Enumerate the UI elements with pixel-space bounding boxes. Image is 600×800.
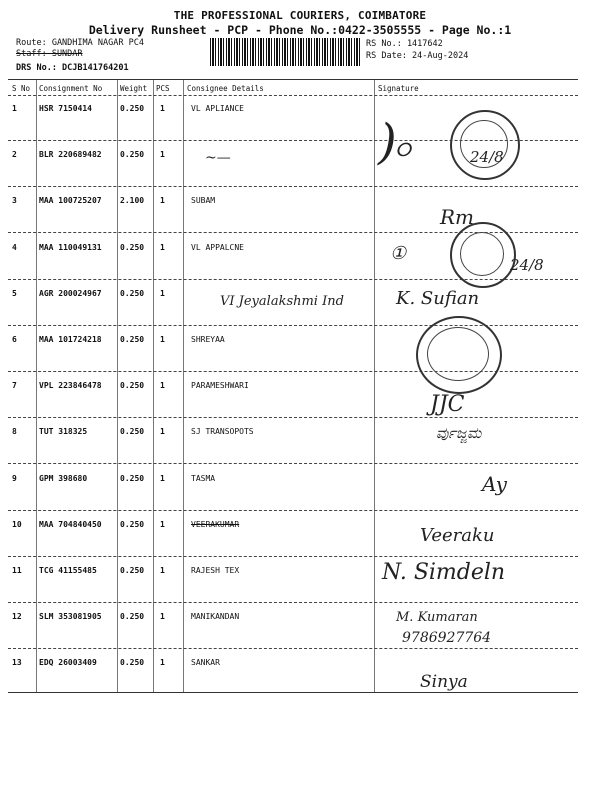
row-weight: 0.250 bbox=[120, 381, 145, 391]
row-weight: 0.250 bbox=[120, 473, 145, 483]
row-consignee: PARAMESHWARI bbox=[191, 381, 249, 391]
row-pcs: 1 bbox=[160, 566, 165, 575]
row-weight: 0.250 bbox=[120, 242, 145, 252]
row-pcs: 1 bbox=[160, 335, 165, 344]
row-sno: 12 bbox=[12, 612, 22, 622]
row-consignment: MAA 101724218 bbox=[39, 335, 102, 344]
row-consignment: AGR 200024967 bbox=[39, 288, 102, 298]
row13-signature: Sinya bbox=[420, 672, 468, 692]
row-weight: 0.250 bbox=[120, 427, 145, 437]
row-sno: 13 bbox=[12, 658, 22, 668]
row-consignee: RAJESH TEX bbox=[191, 566, 240, 575]
row-consignee: VL APLIANCE bbox=[191, 104, 244, 113]
row-divider bbox=[8, 186, 578, 187]
row-consignment: VPL 223846478 bbox=[39, 381, 102, 391]
row-pcs: 1 bbox=[160, 196, 165, 206]
row-weight: 2.100 bbox=[120, 196, 145, 206]
company-title: THE PROFESSIONAL COURIERS, COIMBATORE bbox=[173, 9, 427, 22]
col-pcs: PCS bbox=[156, 84, 170, 93]
row5-signature: K. Sufian bbox=[396, 288, 480, 309]
row-divider bbox=[8, 463, 578, 464]
col-signature: Signature bbox=[378, 84, 419, 93]
route-label: Route: GANDHIMA NAGAR PC4 bbox=[16, 38, 144, 48]
row-divider bbox=[8, 648, 578, 649]
row-pcs: 1 bbox=[160, 104, 165, 113]
row-consignee: MANIKANDAN bbox=[191, 612, 240, 622]
row-sno: 6 bbox=[12, 335, 17, 344]
col-sno: S No bbox=[12, 84, 31, 93]
row-weight: 0.250 bbox=[120, 288, 145, 298]
row-sno: 4 bbox=[12, 242, 17, 252]
row-consignment: BLR 220689482 bbox=[39, 150, 102, 160]
col-weight: Weight bbox=[120, 84, 148, 93]
rs-date: RS Date: 24-Aug-2024 bbox=[366, 51, 469, 61]
barcode bbox=[210, 38, 360, 66]
row-sno: 9 bbox=[12, 473, 17, 483]
row-divider bbox=[8, 556, 578, 557]
row-pcs: 1 bbox=[160, 242, 165, 252]
row-pcs: 1 bbox=[160, 658, 165, 668]
row-consignee: SUBAM bbox=[191, 196, 216, 206]
company-stamp bbox=[450, 110, 520, 180]
row-weight: 0.250 bbox=[120, 150, 145, 160]
row11-signature: N. Simdeln bbox=[382, 560, 506, 585]
row-pcs: 1 bbox=[160, 473, 165, 483]
row6-stamp bbox=[416, 316, 502, 394]
row-weight: 0.250 bbox=[120, 612, 145, 622]
row8-signature: ರ್ವುಜ್ಜಮ bbox=[436, 424, 482, 442]
row-sno: 5 bbox=[12, 288, 17, 298]
row-weight: 0.250 bbox=[120, 104, 145, 113]
table-bottom-border bbox=[8, 692, 578, 693]
row-consignee: TASMA bbox=[191, 473, 216, 483]
row-pcs: 1 bbox=[160, 288, 165, 298]
row-pcs: 1 bbox=[160, 381, 165, 391]
row12-phone: 9786927764 bbox=[402, 630, 492, 646]
row-pcs: 1 bbox=[160, 612, 165, 622]
row2-handwritten-date: 24/8 bbox=[470, 148, 504, 166]
row-sno: 7 bbox=[12, 381, 17, 391]
row-sno: 2 bbox=[12, 150, 17, 160]
row-consignment: TCG 41155485 bbox=[39, 566, 97, 575]
runsheet-subtitle: Delivery Runsheet - PCP - Phone No.:0422-3505555 - Page No.:1 bbox=[88, 23, 512, 37]
row-consignment: GPM 398680 bbox=[39, 473, 88, 483]
row-consignment: MAA 704840450 bbox=[39, 519, 102, 529]
row-consignee: SANKAR bbox=[191, 658, 220, 668]
row2-signature-mark: ~— bbox=[205, 150, 231, 166]
row-divider bbox=[8, 417, 578, 418]
row9-signature: Ay bbox=[482, 472, 507, 496]
row-weight: 0.250 bbox=[120, 335, 145, 344]
row-consignee: SJ TRANSOPOTS bbox=[191, 427, 254, 437]
rs-number: RS No.: 1417642 bbox=[366, 39, 443, 49]
signature-bracket: ) bbox=[378, 114, 397, 170]
row-divider bbox=[8, 510, 578, 511]
row4-stamp bbox=[450, 222, 516, 288]
row-pcs: 1 bbox=[160, 519, 165, 529]
row-sno: 1 bbox=[12, 104, 17, 113]
row-consignment: MAA 110049131 bbox=[39, 242, 102, 252]
row7-signature: JJC bbox=[430, 392, 465, 417]
row12-signature: M. Kumaran bbox=[396, 610, 478, 625]
row3-signature: Rm bbox=[440, 205, 475, 229]
row-sno: 10 bbox=[12, 519, 22, 529]
row5-handwritten-consignee: VI Jeyalakshmi Ind bbox=[220, 294, 344, 309]
row-consignment: TUT 318325 bbox=[39, 427, 88, 437]
row-consignee: VL APPALCNE bbox=[191, 242, 244, 252]
row-sno: 8 bbox=[12, 427, 17, 437]
row-weight: 0.250 bbox=[120, 519, 145, 529]
row4-handwritten-date: 24/8 bbox=[510, 256, 544, 274]
row-consignment: SLM 353081905 bbox=[39, 612, 102, 622]
row-weight: 0.250 bbox=[120, 658, 145, 668]
row-consignee: SHREYAA bbox=[191, 335, 225, 344]
staff-label: Staff: SUNDAR bbox=[16, 49, 83, 59]
row10-signature: Veeraku bbox=[420, 525, 495, 546]
table-top-border bbox=[8, 79, 578, 80]
row-pcs: 1 bbox=[160, 427, 165, 437]
row-weight: 0.250 bbox=[120, 566, 145, 575]
row-pcs: 1 bbox=[160, 150, 165, 160]
row-consignment: EDQ 26003409 bbox=[39, 658, 97, 668]
signature-loop: ⵔ bbox=[395, 140, 411, 161]
row-consignee: VEERAKUMAR bbox=[191, 519, 240, 529]
row-sno: 11 bbox=[12, 566, 22, 575]
row-consignment: HSR 7150414 bbox=[39, 104, 92, 113]
row-consignment: MAA 100725207 bbox=[39, 196, 102, 206]
row-divider bbox=[8, 325, 578, 326]
drs-number: DRS No.: DCJB141764201 bbox=[16, 63, 129, 73]
row-sno: 3 bbox=[12, 196, 17, 206]
col-consignee: Consignee Details bbox=[187, 84, 264, 93]
row4-signature-circle: ① bbox=[390, 243, 407, 264]
col-consignment: Consignment No bbox=[39, 84, 103, 93]
row-divider bbox=[8, 602, 578, 603]
